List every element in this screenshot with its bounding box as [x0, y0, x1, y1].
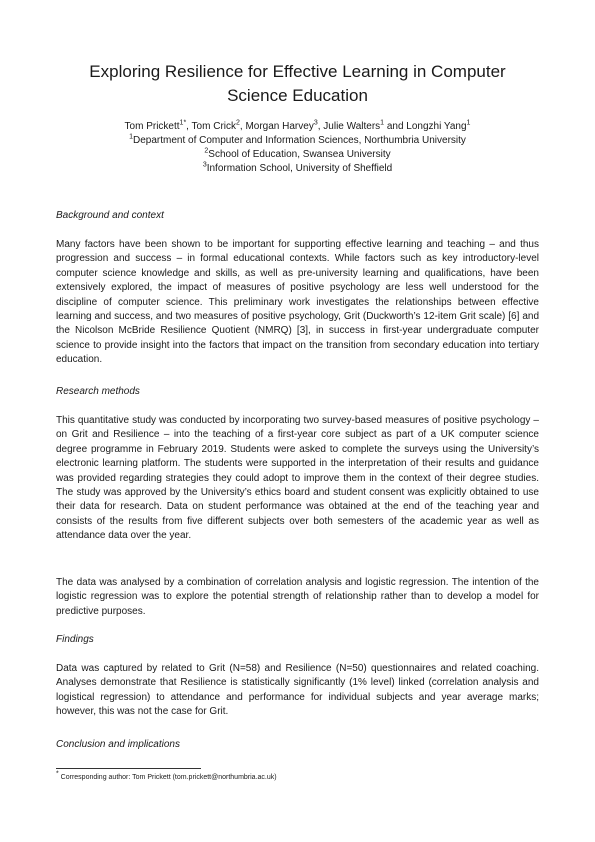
- affiliation-1: $^1$Department of Computer and Information Sciences, Northumbria University: [129, 133, 466, 146]
- footnote-marker: *: [56, 770, 59, 778]
- footnote-divider: [56, 768, 201, 769]
- paragraph-findings: Data was captured by related to Grit (N=58) and Resilience (N=50) questionnaires and related coaching. Analyses demonstrate that Resilience is statistically significantly (1% level) linked (correlation analysis and logistical regression) to attendance and performance for individual subjects and year average marks; however, this was not the case for Grit.: [56, 663, 539, 718]
- author-name: Tom Prickett: [124, 121, 180, 132]
- paper-title: Exploring Resilience for Effective Learning in Computer Science Education: [89, 62, 506, 105]
- author-superscript: 1*: [179, 119, 187, 127]
- section-heading-conclusion: Conclusion and implications: [56, 739, 180, 750]
- affiliation-2: $^2$School of Education, Swansea University: [204, 147, 391, 160]
- author-name: and Longzhi Yang: [384, 121, 467, 132]
- section-heading-background: Background and context: [56, 210, 164, 221]
- section-heading-findings: Findings: [56, 634, 94, 645]
- section-heading-methods: Research methods: [56, 386, 140, 397]
- paragraph-methods-2: The data was analysed by a combination of correlation analysis and logistic regression. The intention of the logistic regression was to explore the potential strength of relationship rather than to develop a model for predictive purposes.: [56, 577, 539, 617]
- footnote-text: Corresponding author: Tom Prickett (tom.prickett@northumbria.ac.uk): [58, 774, 277, 781]
- affiliation-3: $^3$Information School, University of Sheffield: [202, 161, 393, 174]
- author-superscript: 1: [380, 119, 385, 127]
- author-name: , Morgan Harvey: [239, 121, 314, 132]
- author-superscript: 2: [236, 119, 240, 127]
- author-block: [60, 120, 535, 176]
- author-superscript: 3: [313, 119, 318, 127]
- author-name: , Tom Crick: [186, 121, 236, 132]
- footnote: [56, 770, 539, 783]
- author-superscript: 1: [466, 119, 471, 127]
- paragraph-methods-1: This quantitative study was conducted by incorporating two survey-based measures of positive psychology – on Grit and Resilience – into the teaching of a first-year core subject as part of a UK computer science degree programme in February 2019. Students were asked to complete the surveys using the University’s electronic learning platform. The students were supported in the interpretation of their results and guidance was provided regarding strategies they could adopt to improve them in the context of their degree studies. The study was approved by the University’s ethics board and student consent was explicitly obtained to use their data for research. Data on student performance was obtained at the end of the teaching year and consists of the results from five different subjects over both semesters of the academic year as well as attendance data over the year.: [56, 415, 539, 542]
- author-list: [60, 120, 535, 134]
- paragraph-background: Many factors have been shown to be important for supporting effective learning and teaching – and thus progression and success – in formal educational contexts. While factors such as key introductory-level computer science knowledge and skills, as well as pre-university learning and qualifications, have been extensively explored, the impact of measures of positive psychology are less well understood for the discipline of computer science. This preliminary work investigates the relationships between effective learning and success, and two measures of positive psychology, Grit (Duckworth’s 12-item Grit scale) [6] and the Nicolson McBride Resilience Quotient (NMRQ) [3], in success in first-year undergraduate computer science to provide insight into the factors that impact on the transition from secondary education into tertiary education.: [56, 239, 539, 366]
- author-name: , Julie Walters: [317, 121, 381, 132]
